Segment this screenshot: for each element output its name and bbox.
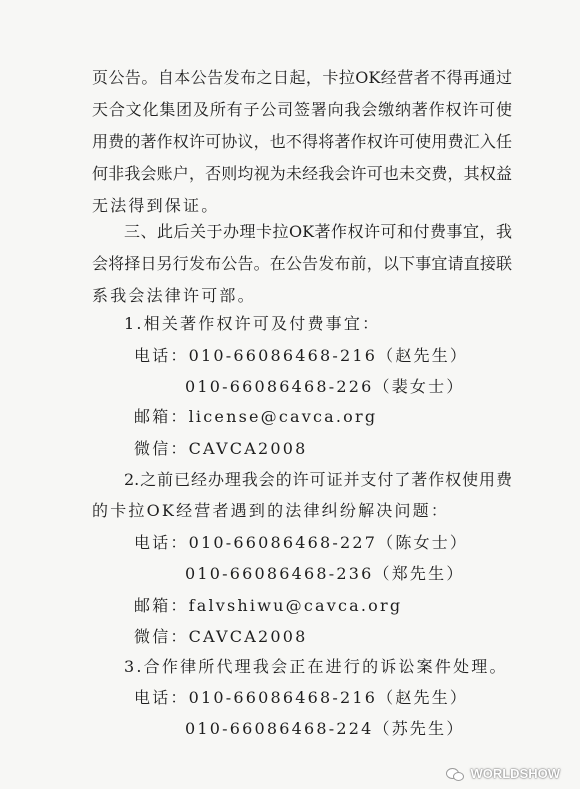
email-line: 邮箱：falvshiwu@cavca.org	[134, 596, 403, 615]
paragraph-line: 天合文化集团及所有子公司签署向我会缴纳著作权许可使	[92, 100, 512, 119]
watermark	[446, 766, 560, 781]
paragraph-line: 何非我会账户，否则均视为未经我会许可也未交费，其权益	[92, 164, 512, 183]
wechat-line: 微信：CAVCA2008	[134, 439, 308, 458]
phone-line: 010-66086468-236（郑先生）	[185, 564, 465, 583]
watermark-label: WORLDSHOW	[470, 766, 560, 781]
phone-line: 电话：010-66086468-216（赵先生）	[134, 346, 469, 365]
paragraph-line: 用费的著作权许可协议，也不得将著作权许可使用费汇入任	[92, 132, 512, 151]
paragraph-line: 无法得到保证。	[92, 196, 220, 215]
list-item-heading: 2.之前已经办理我会的许可证并支付了著作权使用费	[124, 470, 512, 489]
list-item-heading: 1.相关著作权许可及付费事宜：	[124, 314, 381, 333]
phone-line: 电话：010-66086468-227（陈女士）	[134, 533, 469, 552]
section-heading: 三、此后关于办理卡拉OK著作权许可和付费事宜，我	[124, 222, 512, 241]
phone-line: 电话：010-66086468-216（赵先生）	[134, 688, 469, 707]
wechat-icon	[446, 767, 464, 781]
phone-line: 010-66086468-224（苏先生）	[185, 719, 465, 738]
phone-line: 010-66086468-226（裴女士）	[185, 377, 465, 396]
email-line: 邮箱：license@cavca.org	[134, 407, 378, 426]
paragraph-line: 会将择日另行发布公告。在公告发布前，以下事宜请直接联	[92, 254, 512, 273]
wechat-line: 微信：CAVCA2008	[134, 627, 308, 646]
paragraph-line: 的卡拉OK经营者遇到的法律纠纷解决问题：	[92, 501, 450, 520]
paragraph-line: 页公告。自本公告发布之日起，卡拉OK经营者不得再通过	[92, 68, 512, 87]
list-item-heading: 3.合作律所代理我会正在进行的诉讼案件处理。	[124, 657, 508, 676]
paragraph-line: 系我会法律许可部。	[92, 286, 256, 305]
